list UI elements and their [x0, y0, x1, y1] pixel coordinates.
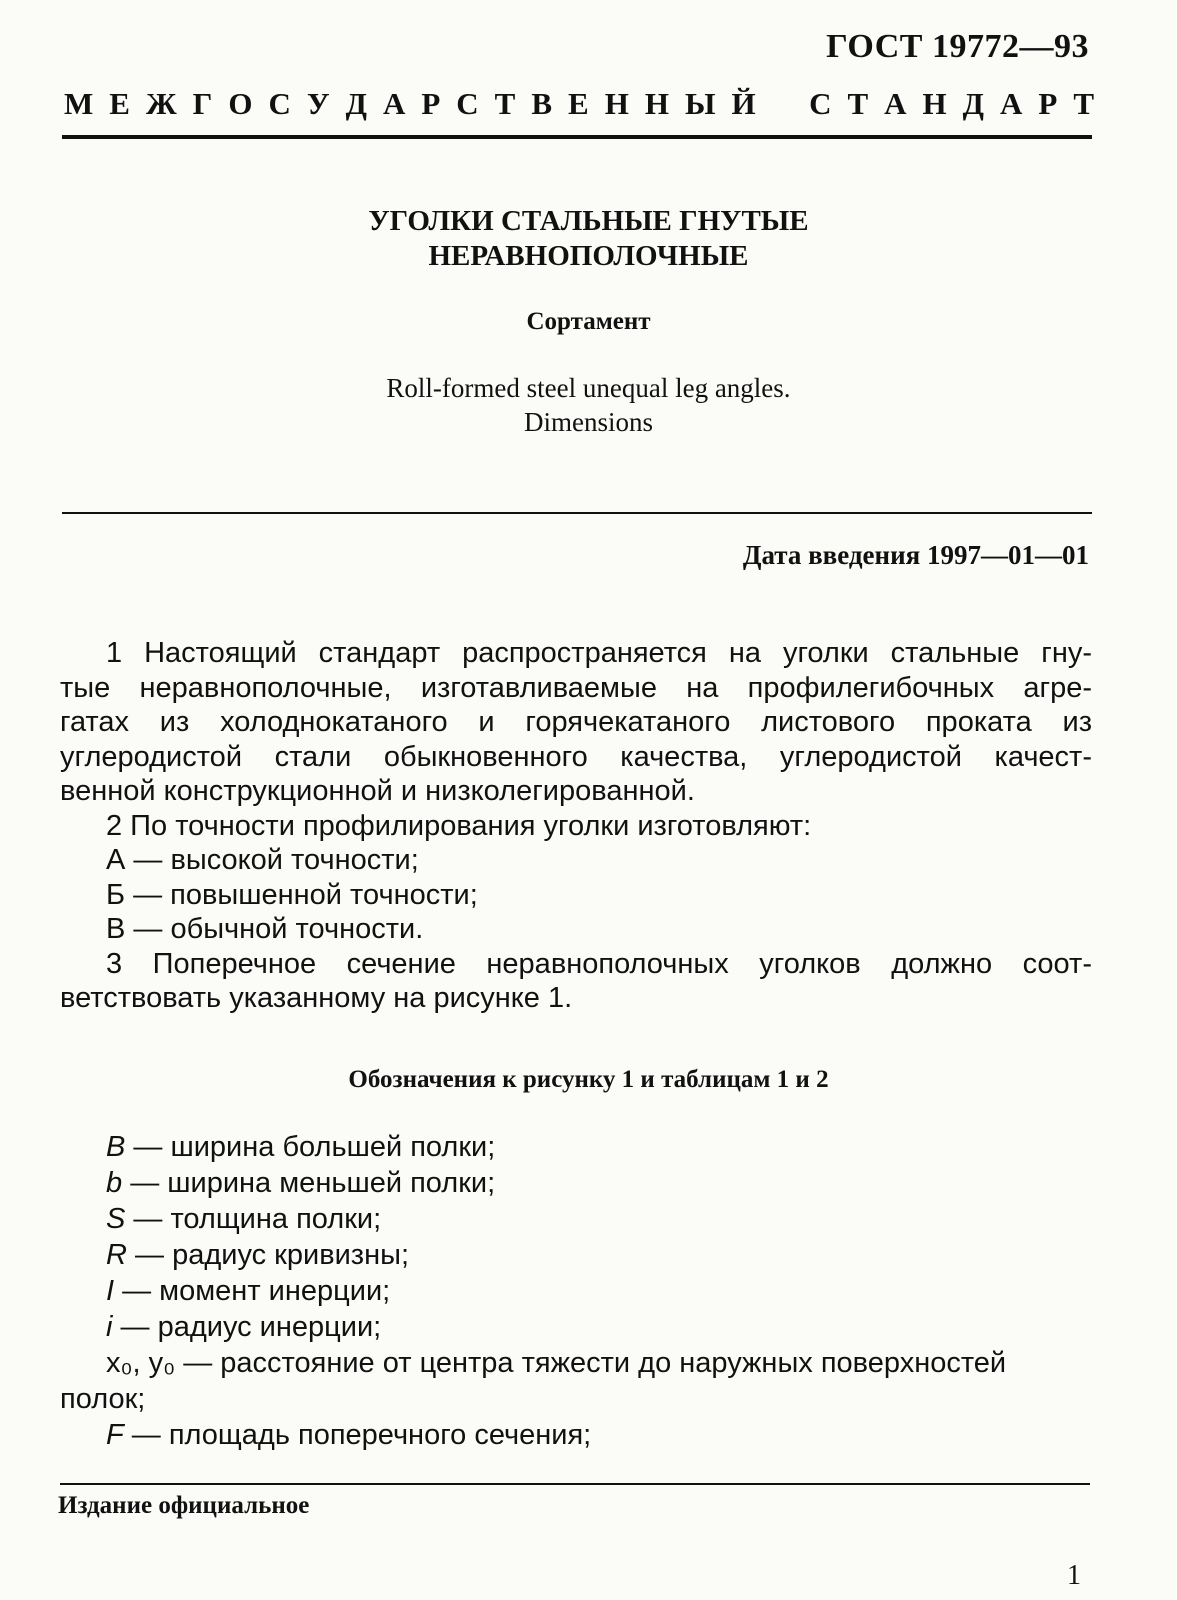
- heading-letter: А: [382, 86, 406, 121]
- accuracy-item-a: А — высокой точности;: [106, 844, 419, 876]
- legend-item: [60, 1237, 1092, 1273]
- heading-letter: Д: [962, 86, 984, 121]
- introduction-date: Дата введения 1997—01—01: [742, 540, 1089, 570]
- heading-letter: Т: [494, 86, 516, 121]
- legend-item: [60, 1309, 1092, 1345]
- legend-item: [60, 1129, 1092, 1165]
- paragraph-1-line-5: венной конструкционной и низколегированной.: [60, 775, 695, 807]
- document-title-line-2: НЕРАВНОПОЛОЧНЫЕ: [428, 240, 749, 272]
- heading-letter: А: [884, 86, 907, 121]
- paragraph-3-line-1: 3 Поперечное сечение неравнополочных уголков должно соот-: [106, 947, 1092, 980]
- heading-letter: С: [268, 86, 291, 121]
- interstate-word-1: [64, 86, 756, 122]
- heading-letter: Г: [192, 86, 213, 121]
- heading-letter: Й: [731, 86, 756, 121]
- heading-letter: О: [228, 86, 253, 121]
- english-title-line-1: Roll-formed steel unequal leg angles.: [386, 373, 791, 403]
- heading-letter: Н: [604, 86, 629, 121]
- heading-letter: Т: [1073, 86, 1094, 121]
- interstate-standard-heading: [64, 86, 1094, 122]
- legend-symbol: i: [106, 1311, 113, 1343]
- legend-text: — радиус кривизны;: [126, 1239, 410, 1271]
- heading-letter: Р: [421, 86, 441, 121]
- legend-item: [60, 1273, 1092, 1309]
- legend-item: [60, 1165, 1092, 1201]
- legend-text: — момент инерции;: [114, 1275, 391, 1307]
- accuracy-item-b: Б — повышенной точности;: [106, 878, 478, 911]
- heading-letter: У: [306, 86, 330, 121]
- document-subtitle: Сортамент: [526, 308, 651, 335]
- legend-symbol: b: [106, 1167, 123, 1199]
- figure-caption: Обозначения к рисунку 1 и таблицам 1 и 2: [348, 1066, 829, 1093]
- legend-text: — ширина большей полки;: [125, 1131, 496, 1163]
- heading-letter: М: [64, 86, 94, 121]
- paragraph-1-line-3: гатах из холоднокатаного и горячекатаного листового проката из: [60, 706, 1092, 738]
- heading-letter: Т: [847, 86, 869, 121]
- legend-item: [60, 1417, 1092, 1453]
- english-title-line-2: Dimensions: [523, 407, 653, 437]
- paragraph-1-line-4: углеродистой стали обыкновенного качества, углеродистой качест-: [60, 740, 1092, 773]
- legend-text: — площадь поперечного сечения;: [123, 1419, 592, 1451]
- legend-symbol: S: [106, 1203, 126, 1235]
- heading-letter: Е: [568, 86, 589, 121]
- page-number: 1: [1067, 1560, 1081, 1591]
- document-title-line-1: УГОЛКИ СТАЛЬНЫЕ ГНУТЫЕ: [368, 205, 809, 237]
- heading-letter: Н: [644, 86, 669, 121]
- official-edition-label: Издание официальное: [58, 1492, 310, 1519]
- heading-letter: Ы: [684, 86, 716, 121]
- legend-item-centroid-line-2: полок;: [60, 1383, 146, 1415]
- legend-item: [60, 1201, 1092, 1237]
- standard-number: ГОСТ 19772—93: [826, 28, 1089, 65]
- heading-letter: С: [456, 86, 479, 121]
- legend-symbol: I: [106, 1275, 115, 1307]
- heading-letter: В: [531, 86, 553, 121]
- heading-letter: А: [999, 86, 1023, 121]
- legend-symbol: B: [106, 1131, 126, 1163]
- legend-text: — ширина меньшей полки;: [122, 1167, 496, 1199]
- heading-letter: Е: [109, 86, 130, 121]
- legend-text: — толщина полки;: [125, 1203, 382, 1235]
- paragraph-1-line-2: тые неравнополочные, изготавливаемые на профилегибочных агре-: [60, 671, 1092, 704]
- body-text: [60, 636, 1092, 1016]
- symbol-legend: [60, 1129, 1092, 1453]
- heading-letter: Н: [922, 86, 947, 121]
- legend-symbol: R: [106, 1239, 127, 1271]
- paragraph-3-line-2: ветствовать указанному на рисунке 1.: [60, 982, 573, 1014]
- legend-symbol: F: [106, 1419, 124, 1451]
- legend-text: — радиус инерции;: [112, 1311, 382, 1343]
- paragraph-1-line-1: 1 Настоящий стандарт распространяется на уголки стальные гну-: [106, 637, 1092, 669]
- paragraph-2: 2 По точности профилирования уголки изготовляют:: [106, 809, 812, 842]
- interstate-word-2: [809, 86, 1094, 122]
- heading-letter: Р: [1038, 86, 1058, 121]
- title-rule: [62, 512, 1092, 514]
- heading-letter: С: [809, 86, 832, 121]
- footer-rule: [60, 1483, 1090, 1485]
- header-rule: [62, 135, 1092, 139]
- heading-letter: Д: [345, 86, 367, 121]
- heading-letter: Ж: [145, 86, 177, 121]
- accuracy-item-v: В — обычной точности.: [106, 913, 424, 945]
- legend-item-centroid-line-1: x₀, y₀ — расстояние от центра тяжести до наружных поверхностей: [106, 1347, 1007, 1379]
